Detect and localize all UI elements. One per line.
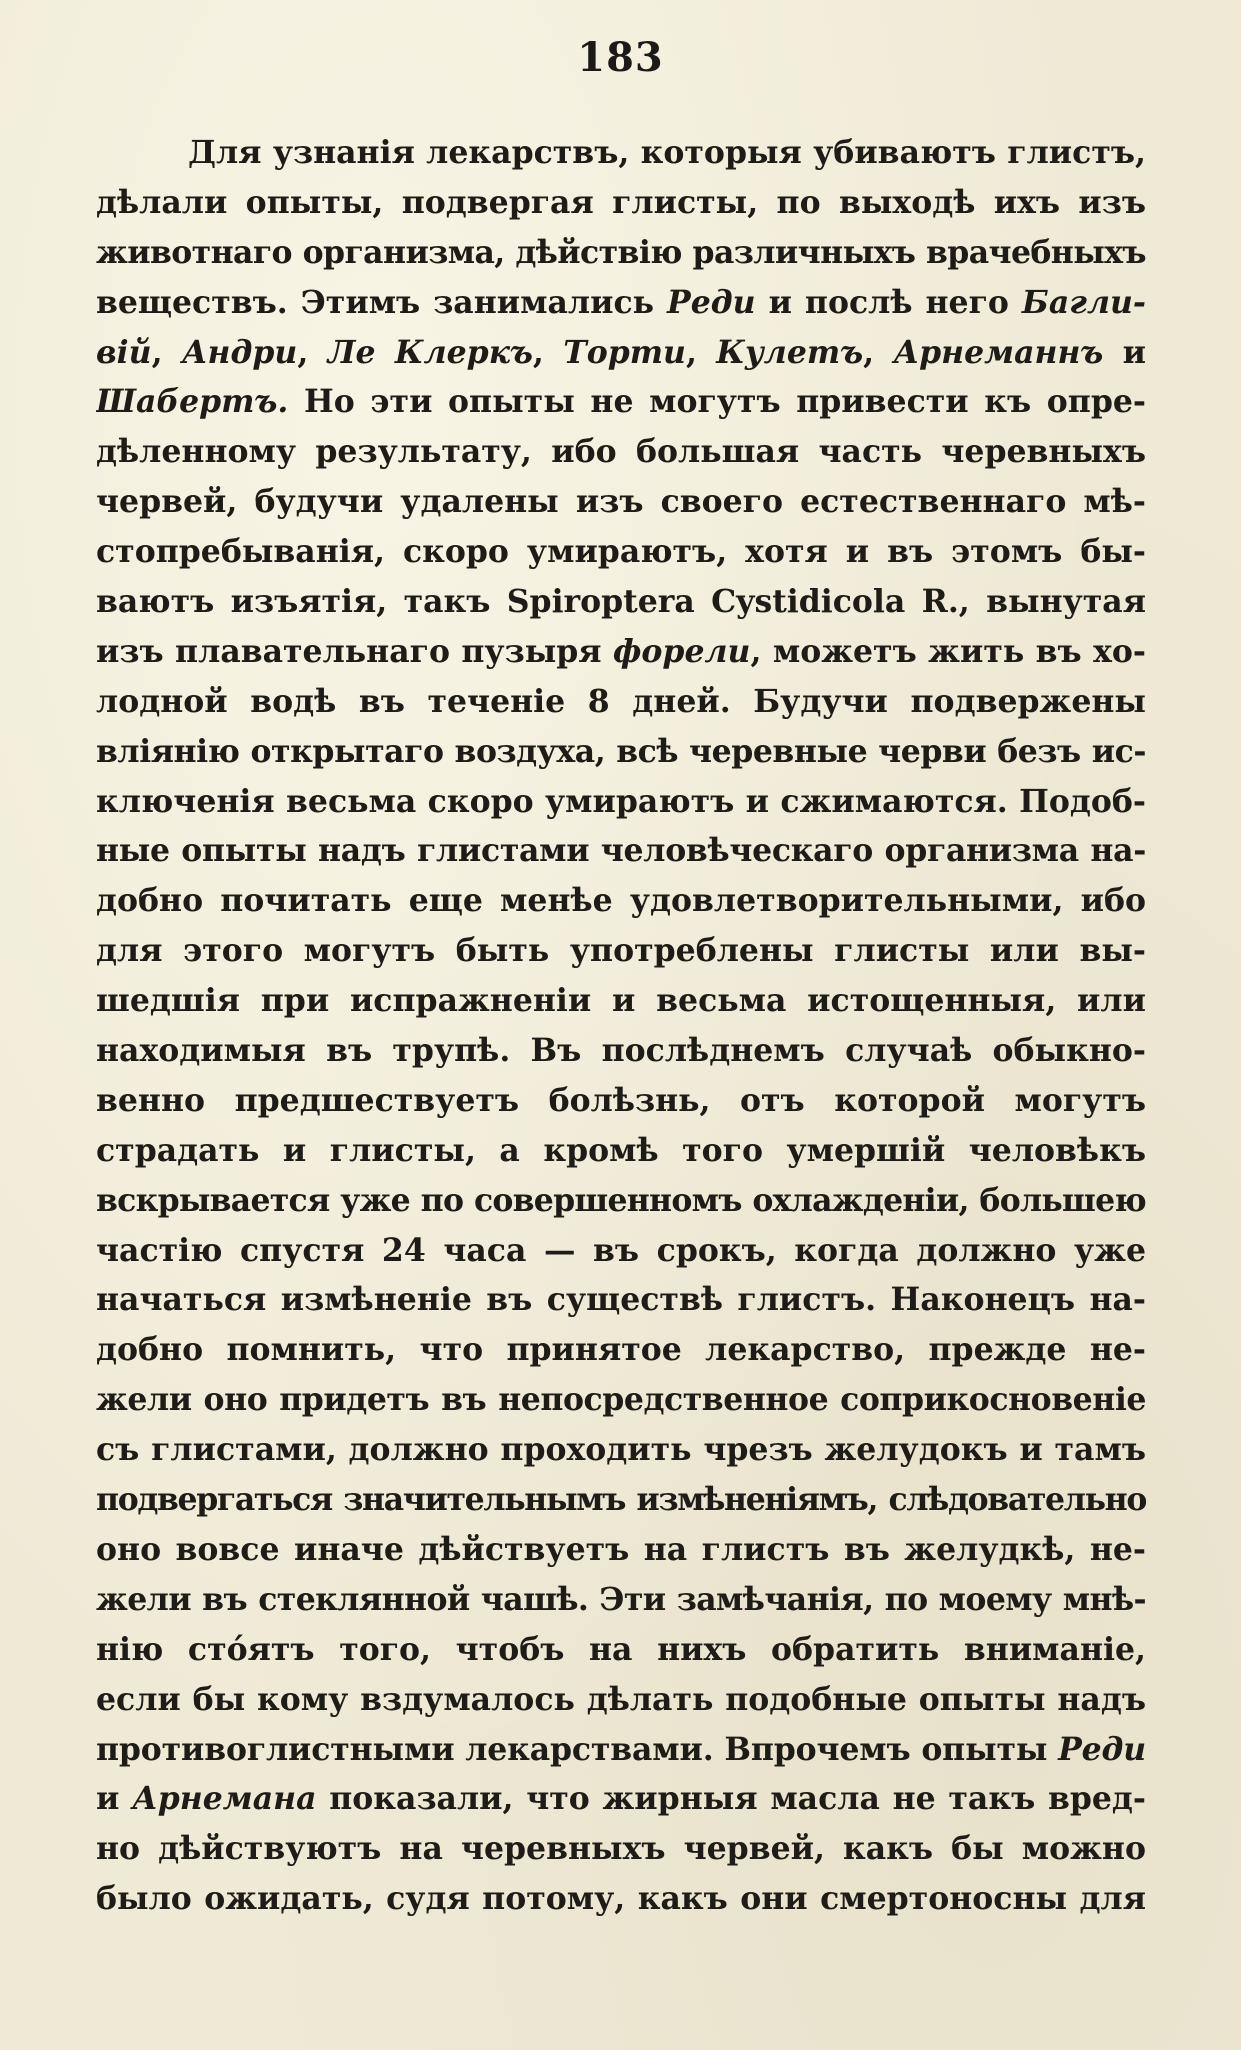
italic-text-span: Арнемана — [132, 1780, 317, 1818]
italic-text-span: вій — [96, 333, 152, 371]
text-span: дѣленному результату, ибо большая часть черевныхъ — [96, 433, 1146, 471]
text-span: вскрывается уже по совершенномъ охлажденіи, большею — [96, 1181, 1146, 1219]
italic-text-span: Реди — [667, 283, 756, 321]
italic-text-span: Кулетъ — [716, 333, 864, 371]
text-line — [96, 328, 1146, 378]
text-line — [96, 427, 1146, 477]
text-span: частію спустя 24 часа — въ срокъ, когда должно уже — [96, 1231, 1146, 1269]
text-span: съ глистами, должно проходить чрезъ желудокъ и тамъ — [96, 1431, 1146, 1469]
text-span: лодной водѣ въ теченіе 8 дней. Будучи подвержены — [96, 682, 1146, 720]
text-span: венно предшествуетъ болѣзнь, отъ которой могутъ — [96, 1081, 1146, 1119]
text-span: , — [151, 333, 182, 371]
text-span: ключенія весьма скоро умираютъ и сжимаются. Подоб- — [96, 782, 1146, 820]
text-span: веществъ. Этимъ занимались — [96, 283, 668, 321]
text-line — [96, 178, 1146, 228]
text-line — [96, 1675, 1146, 1725]
text-span: показали, что жирныя масла не такъ вред- — [316, 1780, 1146, 1818]
text-line — [96, 1026, 1146, 1076]
text-line — [96, 1774, 1146, 1824]
italic-text-span: Торти — [563, 333, 686, 371]
text-span: стопребыванія, скоро умираютъ, хотя и въ этомъ бы- — [96, 533, 1146, 571]
text-line — [96, 926, 1146, 976]
text-span: , можетъ жить въ хо- — [750, 632, 1146, 670]
text-span: животнаго организма, дѣйствію различныхъ врачебныхъ — [96, 233, 1146, 271]
text-span: если бы кому вздумалось дѣлать подобные опыты надъ — [96, 1680, 1146, 1718]
text-span: ные опыты надъ глистами человѣческаго организма на- — [96, 832, 1146, 870]
text-span: оно вовсе иначе дѣйствуетъ на глистъ въ желудкѣ, не- — [96, 1530, 1146, 1568]
text-span: червей, будучи удалены изъ своего естественнаго мѣ- — [96, 483, 1146, 521]
text-line — [96, 976, 1146, 1026]
text-line — [96, 477, 1146, 527]
text-line — [96, 527, 1146, 577]
text-span: вліянію открытаго воздуха, всѣ черевные черви безъ ис- — [96, 732, 1146, 770]
text-span: изъ плавательнаго пузыря — [96, 632, 613, 670]
text-line — [96, 1076, 1146, 1126]
text-span: Но эти опыты не могутъ привести къ опре- — [288, 383, 1146, 421]
text-span: , — [863, 333, 894, 371]
text-line — [96, 577, 1146, 627]
text-line — [96, 278, 1146, 328]
text-span: и — [1103, 333, 1146, 371]
text-span: добно помнить, что принятое лекарство, прежде не- — [96, 1331, 1146, 1369]
text-line — [96, 1425, 1146, 1475]
text-line — [96, 1725, 1146, 1775]
text-line — [96, 1525, 1146, 1575]
text-span: нію стóятъ того, чтобъ на нихъ обратить вниманіе, — [96, 1630, 1146, 1668]
text-line — [96, 1874, 1146, 1924]
text-line — [96, 1625, 1146, 1675]
text-line — [96, 1475, 1146, 1525]
text-line — [96, 1176, 1146, 1226]
italic-text-span: Багли- — [1021, 283, 1146, 321]
text-line — [96, 627, 1146, 677]
text-line — [96, 377, 1146, 427]
text-span: , — [297, 333, 328, 371]
text-span: Для узнанія лекарствъ, которыя убиваютъ глистъ, — [188, 134, 1146, 171]
text-line — [96, 677, 1146, 727]
italic-text-span: Арнеманнъ — [893, 333, 1104, 371]
text-span: но дѣйствуютъ на черевныхъ червей, какъ бы можно — [96, 1830, 1146, 1868]
text-span: находимыя въ трупѣ. Въ послѣднемъ случаѣ обыкно- — [96, 1032, 1146, 1070]
text-line — [96, 876, 1146, 926]
italic-text-span: Шабертъ. — [96, 383, 289, 421]
text-span: и — [96, 1780, 133, 1818]
text-line — [96, 128, 1146, 178]
text-span: начаться измѣненіе въ существѣ глистъ. Наконецъ на- — [96, 1281, 1146, 1319]
text-line — [96, 1375, 1146, 1425]
text-span: противоглистными лекарствами. Впрочемъ опыты — [96, 1730, 1059, 1768]
italic-text-span: форели — [613, 632, 751, 670]
page-number: 183 — [577, 34, 664, 81]
text-line — [96, 1275, 1146, 1325]
text-span: и послѣ него — [755, 283, 1022, 321]
text-span: , — [532, 333, 564, 371]
text-span: ваютъ изъятія, такъ Spiroptera Cystidicola R., вынутая — [96, 583, 1146, 621]
text-line — [96, 777, 1146, 827]
text-line — [96, 727, 1146, 777]
italic-text-span: Ле Клеркъ — [327, 333, 533, 371]
text-span: добно почитать еще менѣе удовлетворительными, ибо — [96, 882, 1146, 920]
text-line — [96, 1824, 1146, 1874]
text-line — [96, 1325, 1146, 1375]
italic-text-span: Реди — [1058, 1730, 1146, 1768]
text-span: жели оно придетъ въ непосредственное соприкосновеніе — [96, 1381, 1146, 1419]
text-span: дѣлали опыты, подвергая глисты, по выходѣ ихъ изъ — [96, 183, 1146, 221]
text-line — [96, 1575, 1146, 1625]
text-span: подвергаться значительнымъ измѣненіямъ, слѣдовательно — [96, 1481, 1146, 1519]
text-line — [96, 1126, 1146, 1176]
text-line — [96, 1226, 1146, 1276]
text-span: жели въ стеклянной чашѣ. Эти замѣчанія, по моему мнѣ- — [96, 1580, 1146, 1618]
text-span: страдать и глисты, а кромѣ того умершій человѣкъ — [96, 1131, 1146, 1169]
body-text — [96, 128, 1146, 1924]
text-line — [96, 826, 1146, 876]
text-line — [96, 228, 1146, 278]
text-span: было ожидать, судя потому, какъ они смертоносны для — [96, 1880, 1146, 1918]
italic-text-span: Андри — [181, 333, 298, 371]
text-span: шедшія при испражненіи и весьма истощенныя, или — [96, 982, 1146, 1020]
text-span: , — [685, 333, 717, 371]
text-span: для этого могутъ быть употреблены глисты или вы- — [96, 932, 1146, 970]
